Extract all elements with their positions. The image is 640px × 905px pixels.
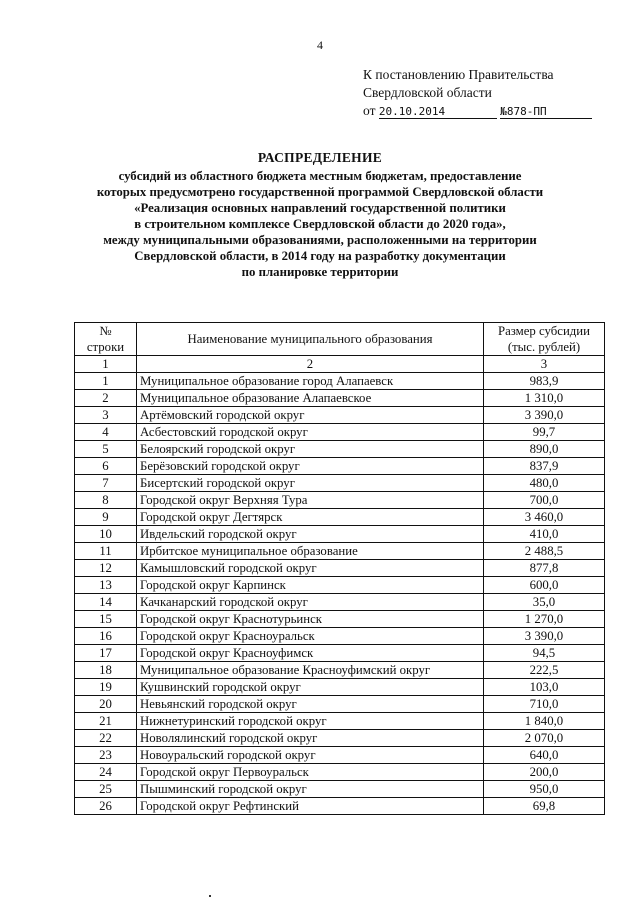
row-number: 13 [75, 577, 137, 594]
table-row [75, 458, 605, 475]
municipality-name: Городской округ Верхняя Тура [137, 492, 484, 509]
table-row [75, 390, 605, 407]
subsidy-amount: 950,0 [484, 781, 605, 798]
municipality-name: Кушвинский городской округ [137, 679, 484, 696]
row-number: 24 [75, 764, 137, 781]
subsidy-amount: 3 390,0 [484, 628, 605, 645]
row-number: 2 [75, 390, 137, 407]
municipality-name: Камышловский городской округ [137, 560, 484, 577]
subsidy-amount: 3 460,0 [484, 509, 605, 526]
header-rows-label: строки [86, 340, 125, 354]
subtitle-line: Свердловской области, в 2014 году на разработку документации [134, 249, 506, 263]
table-row [75, 781, 605, 798]
row-number: 26 [75, 798, 137, 815]
row-number: 21 [75, 713, 137, 730]
header-number-sign: № [99, 324, 112, 338]
municipality-name: Городской округ Первоуральск [137, 764, 484, 781]
row-number: 6 [75, 458, 137, 475]
subsidy-amount: 1 840,0 [484, 713, 605, 730]
municipality-name: Ирбитское муниципальное образование [137, 543, 484, 560]
subsidy-amount: 2 488,5 [484, 543, 605, 560]
decree-date: 20.10.2014 [379, 105, 497, 119]
municipality-name: Пышминский городской округ [137, 781, 484, 798]
header-subsidy [484, 323, 605, 356]
table-row [75, 713, 605, 730]
row-number: 20 [75, 696, 137, 713]
subsidy-amount: 222,5 [484, 662, 605, 679]
table-row [75, 373, 605, 390]
row-number: 12 [75, 560, 137, 577]
subsidy-amount: 877,8 [484, 560, 605, 577]
municipality-name: Артёмовский городской округ [137, 407, 484, 424]
header-subsidy-label: Размер субсидии [497, 324, 591, 338]
row-number: 22 [75, 730, 137, 747]
row-number: 7 [75, 475, 137, 492]
table-row [75, 747, 605, 764]
table-row [75, 509, 605, 526]
table-row [75, 577, 605, 594]
subtitle-line: в строительном комплексе Свердловской области до 2020 года», [134, 217, 506, 231]
document-title: РАСПРЕДЕЛЕНИЕ [257, 150, 383, 165]
municipality-name: Городской округ Красноуральск [137, 628, 484, 645]
scan-speck [209, 895, 211, 897]
table-row [75, 798, 605, 815]
municipality-name: Городской округ Дегтярск [137, 509, 484, 526]
table-row [75, 730, 605, 747]
table-header-row [75, 323, 605, 356]
table-row [75, 492, 605, 509]
municipality-name: Ивдельский городской округ [137, 526, 484, 543]
column-number: 3 [484, 356, 605, 373]
subtitle-line: которых предусмотрено государственной программой Свердловской области [96, 185, 544, 199]
row-number: 3 [75, 407, 137, 424]
subsidy-amount: 200,0 [484, 764, 605, 781]
row-number: 10 [75, 526, 137, 543]
row-number: 23 [75, 747, 137, 764]
subsidy-amount: 600,0 [484, 577, 605, 594]
row-number: 19 [75, 679, 137, 696]
subsidy-amount: 2 070,0 [484, 730, 605, 747]
row-number: 17 [75, 645, 137, 662]
table-row [75, 526, 605, 543]
subsidy-amount: 410,0 [484, 526, 605, 543]
table-row [75, 662, 605, 679]
header-row-number [75, 323, 137, 356]
subsidy-amount: 1 310,0 [484, 390, 605, 407]
table-row [75, 441, 605, 458]
row-number: 11 [75, 543, 137, 560]
column-number-row [75, 356, 605, 373]
row-number: 14 [75, 594, 137, 611]
subsidy-amount: 35,0 [484, 594, 605, 611]
municipality-name: Качканарский городской округ [137, 594, 484, 611]
decree-reference [363, 66, 613, 120]
subsidy-amount: 69,8 [484, 798, 605, 815]
municipality-name: Городской округ Краснотурьинск [137, 611, 484, 628]
municipality-name: Муниципальное образование Красноуфимский округ [137, 662, 484, 679]
municipality-name: Белоярский городской округ [137, 441, 484, 458]
table-row [75, 679, 605, 696]
municipality-name: Муниципальное образование Алапаевское [137, 390, 484, 407]
municipality-name: Новоуральский городской округ [137, 747, 484, 764]
table-row [75, 645, 605, 662]
subsidy-amount: 1 270,0 [484, 611, 605, 628]
table-row [75, 424, 605, 441]
table-row [75, 594, 605, 611]
subsidy-amount: 480,0 [484, 475, 605, 492]
subsidy-amount: 837,9 [484, 458, 605, 475]
municipality-name: Нижнетуринский городской округ [137, 713, 484, 730]
municipality-name: Городской округ Рефтинский [137, 798, 484, 815]
subtitle-line: между муниципальными образованиями, расположенными на территории [103, 233, 537, 247]
row-number: 1 [75, 373, 137, 390]
column-number: 2 [137, 356, 484, 373]
table-row [75, 696, 605, 713]
municipality-name: Бисертский городской округ [137, 475, 484, 492]
subsidy-table [74, 322, 605, 815]
table-row [75, 611, 605, 628]
row-number: 16 [75, 628, 137, 645]
subsidy-amount: 710,0 [484, 696, 605, 713]
table-row [75, 407, 605, 424]
page-number: 4 [317, 38, 323, 52]
column-number: 1 [75, 356, 137, 373]
subsidy-amount: 640,0 [484, 747, 605, 764]
subsidy-amount: 103,0 [484, 679, 605, 696]
table-row [75, 628, 605, 645]
municipality-name: Невьянский городской округ [137, 696, 484, 713]
row-number: 9 [75, 509, 137, 526]
row-number: 4 [75, 424, 137, 441]
subsidy-amount: 94,5 [484, 645, 605, 662]
table-row [75, 475, 605, 492]
municipality-name: Асбестовский городской округ [137, 424, 484, 441]
subsidy-amount: 890,0 [484, 441, 605, 458]
decree-date-line [363, 102, 613, 120]
decree-date-prefix: от [363, 103, 376, 118]
subsidy-amount: 983,9 [484, 373, 605, 390]
row-number: 18 [75, 662, 137, 679]
row-number: 15 [75, 611, 137, 628]
decree-line-2: Свердловской области [363, 85, 492, 100]
row-number: 25 [75, 781, 137, 798]
document-subtitle [40, 168, 600, 280]
header-subsidy-unit: (тыс. рублей) [507, 340, 581, 354]
table-row [75, 560, 605, 577]
municipality-name: Берёзовский городской округ [137, 458, 484, 475]
municipality-name: Новолялинский городской округ [137, 730, 484, 747]
subsidy-amount: 700,0 [484, 492, 605, 509]
header-municipality: Наименование муниципального образования [137, 323, 484, 356]
subsidy-amount: 99,7 [484, 424, 605, 441]
table-row [75, 543, 605, 560]
row-number: 8 [75, 492, 137, 509]
subtitle-line: по планировке территории [241, 265, 399, 279]
subtitle-line: субсидий из областного бюджета местным бюджетам, предоставление [118, 169, 522, 183]
subsidy-amount: 3 390,0 [484, 407, 605, 424]
row-number: 5 [75, 441, 137, 458]
decree-number: №878-ПП [500, 105, 592, 119]
decree-line-1: К постановлению Правительства [363, 67, 554, 82]
table-row [75, 764, 605, 781]
municipality-name: Муниципальное образование город Алапаевск [137, 373, 484, 390]
subtitle-line: «Реализация основных направлений государственной политики [134, 201, 506, 215]
municipality-name: Городской округ Карпинск [137, 577, 484, 594]
municipality-name: Городской округ Красноуфимск [137, 645, 484, 662]
